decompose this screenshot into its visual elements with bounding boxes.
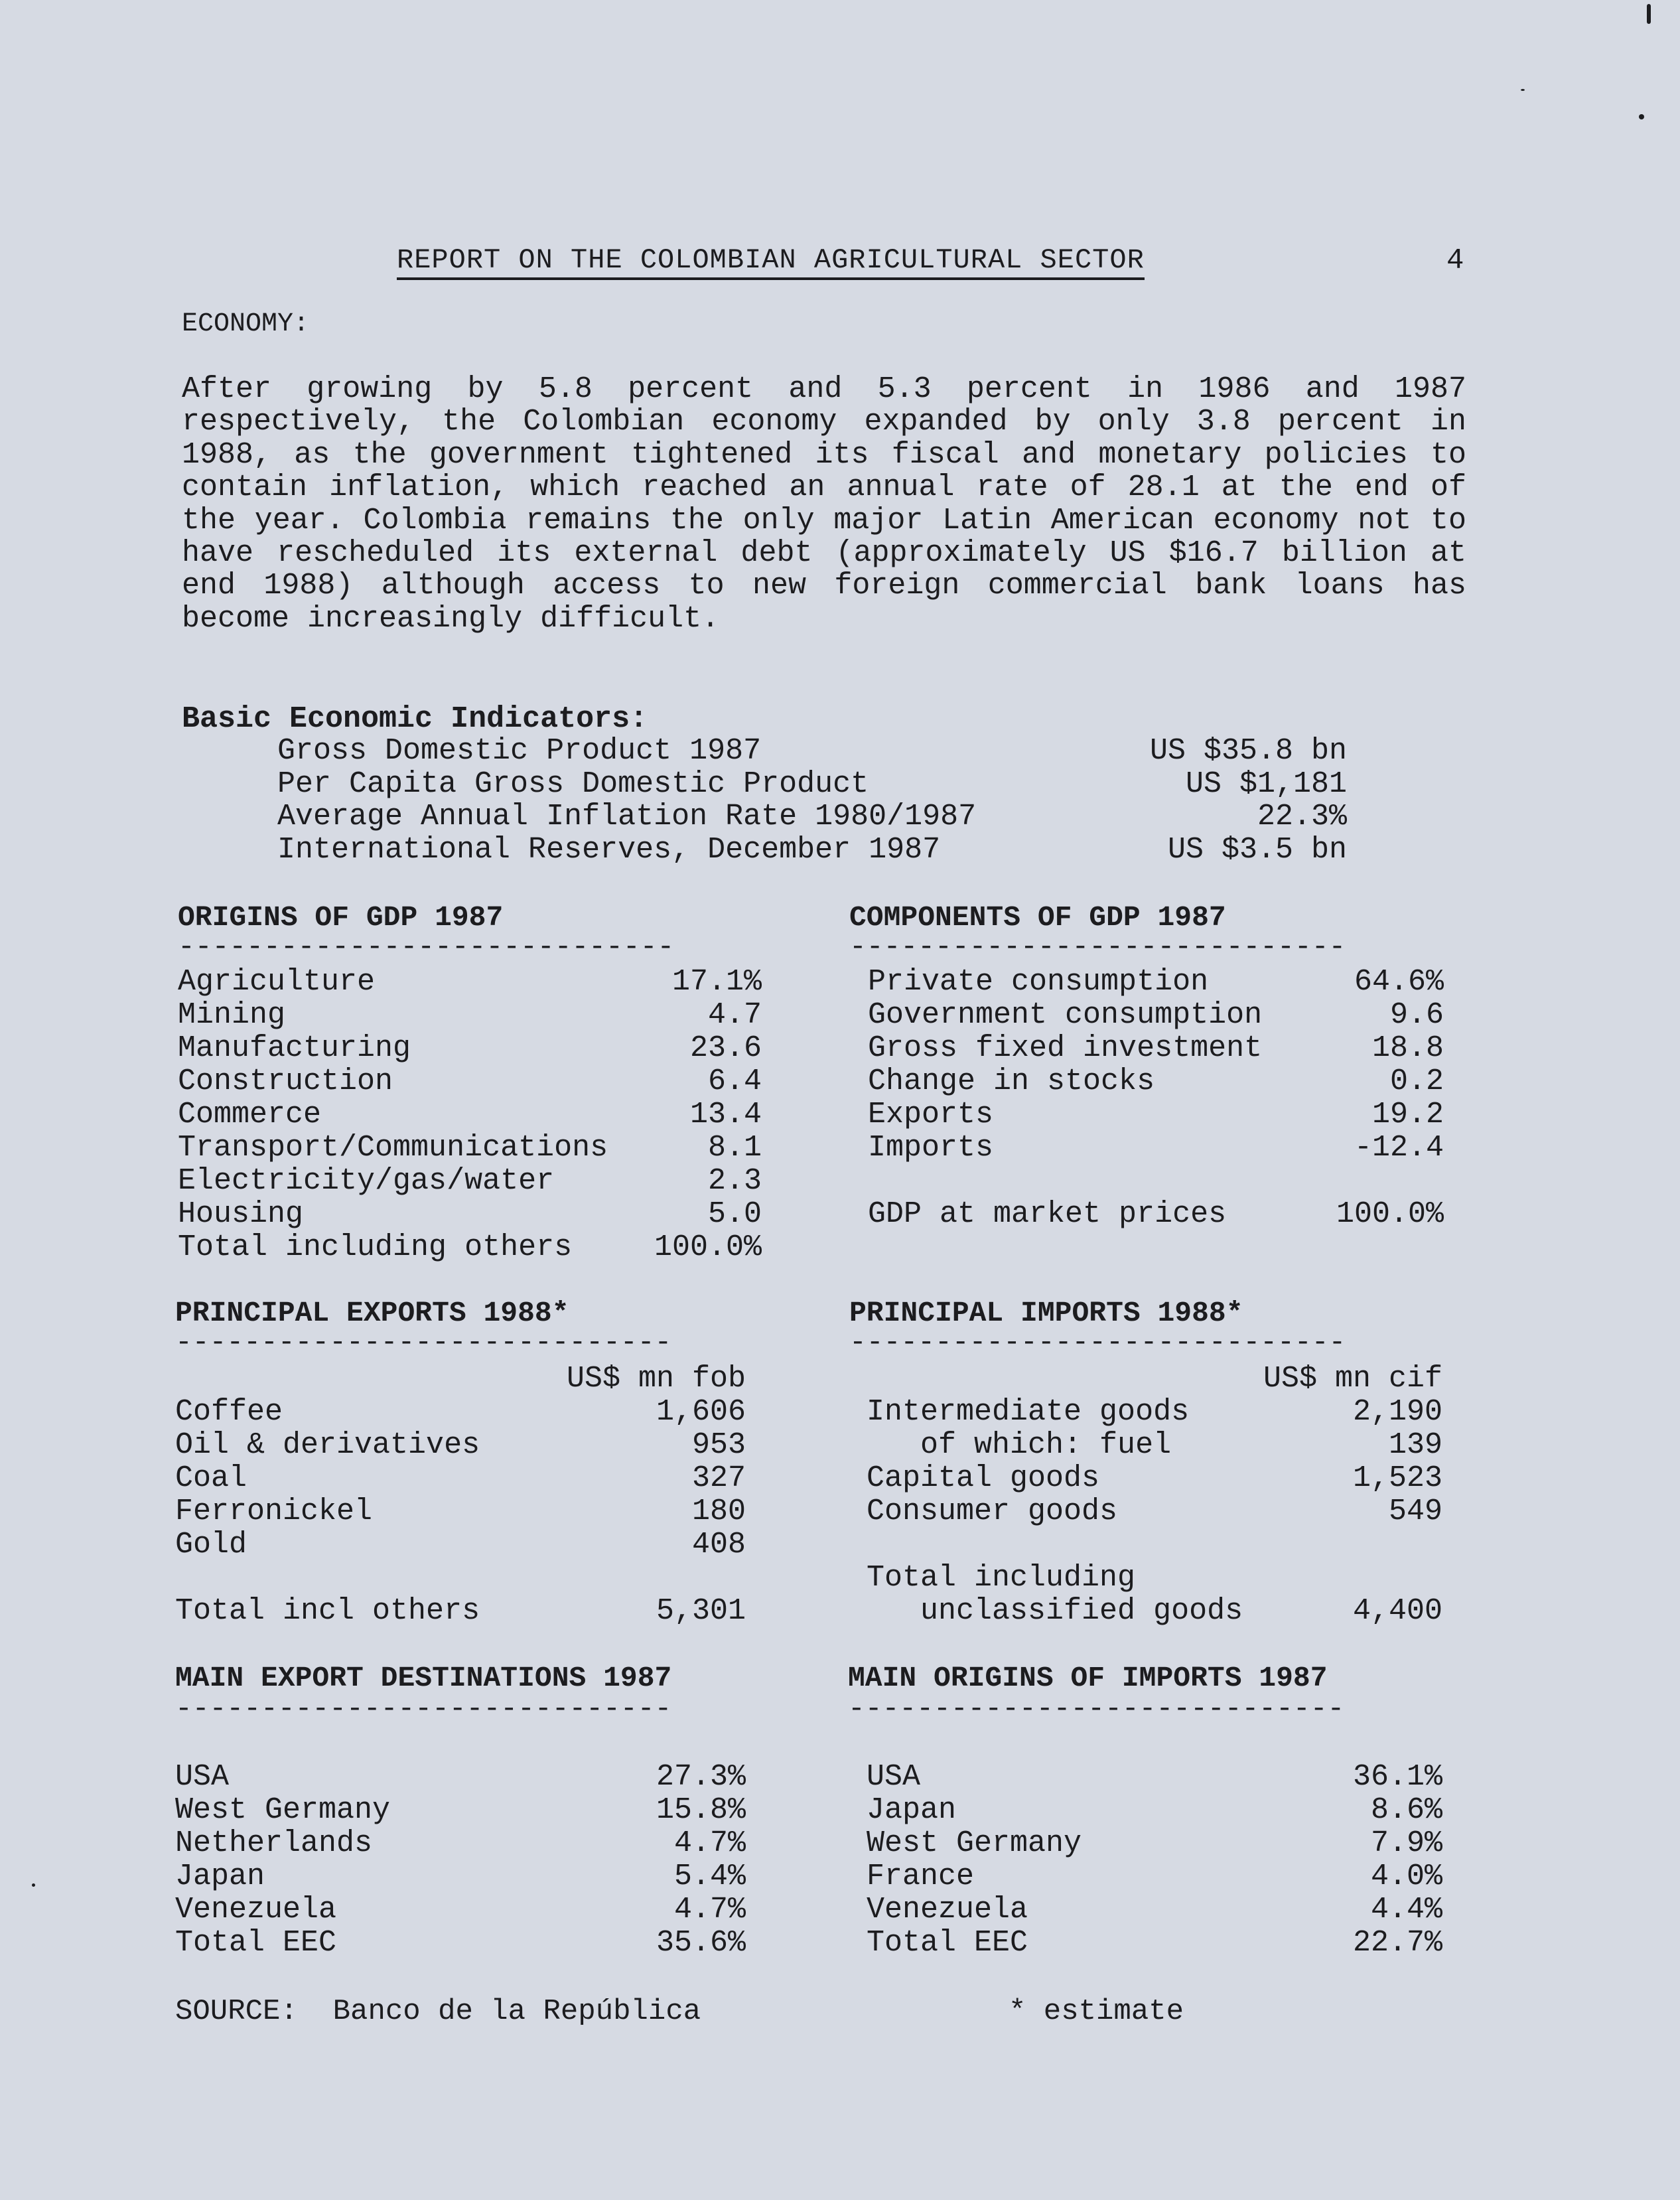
row-label: Manufacturing [178,1031,411,1065]
table-row [867,1495,1442,1528]
row-value: 2,190 [1352,1395,1442,1429]
row-label: Private consumption [868,965,1209,999]
row-label: Exports [868,1098,994,1132]
components-gdp-heading: COMPONENTS OF GDP 1987 [849,901,1226,934]
row-label: Venezuela [175,1893,337,1927]
principal-exports-heading: PRINCIPAL EXPORTS 1988* [175,1297,569,1329]
indicator-row [277,735,1347,768]
row-value: 1,606 [656,1395,746,1429]
unit-row [175,1362,746,1396]
separator-line: ----------------------------- [175,1692,672,1725]
row-value: 4.7% [673,1893,746,1927]
row-value: 100.0% [654,1230,762,1264]
row-value: 408 [691,1528,746,1562]
table-row [175,1495,746,1528]
row-label: Agriculture [178,965,376,999]
row-value: 18.8 [1371,1031,1444,1065]
table-total-row [175,1595,746,1628]
table-total-row [175,1927,746,1960]
table-row [175,1827,746,1860]
table-row [178,1165,762,1198]
row-label: Gold [175,1528,247,1562]
economy-label: ECONOMY: [182,309,310,339]
row-value: 4,400 [1352,1594,1442,1628]
page-number: 4 [1446,244,1464,277]
row-value: 6.4 [707,1064,762,1098]
row-label: West Germany [867,1826,1082,1860]
table-row [178,966,762,999]
table-row [867,1396,1442,1429]
table-row [175,1860,746,1893]
unit-row [867,1362,1442,1396]
row-label: Total EEC [867,1926,1028,1960]
scan-speck [1521,89,1525,91]
table-row [868,1098,1444,1132]
origins-gdp-heading: ORIGINS OF GDP 1987 [178,901,504,934]
table-row [867,1794,1442,1827]
row-value: -12.4 [1354,1131,1444,1165]
row-label: Commerce [178,1098,322,1132]
table-row [178,1065,762,1098]
row-value: 4.7 [707,998,762,1032]
row-label: Ferronickel [175,1495,373,1528]
import-origins-table [867,1761,1442,1960]
table-total-row [867,1927,1442,1960]
row-label: Japan [175,1860,265,1893]
indicator-label: Average Annual Inflation Rate 1980/1987 [277,800,977,834]
economy-paragraph: After growing by 5.8 percent and 5.3 percent in 1986 and 1987 respectively, the Colombian economy expanded by only 3.8 percent in 1988, as the government tightened its fiscal and monetary policies to contain inflation, which reached an annual rate of 28.1 at the end of the year. Colombia remains the only major Latin American economy not to have rescheduled its external debt (approximately US $16.7 billion at end 1988) although access to new foreign commercial bank loans has become increasingly difficult. [182,372,1466,636]
row-label: Coffee [175,1395,283,1429]
row-value: 5.0 [707,1197,762,1231]
row-value: 27.3% [656,1760,746,1794]
row-label: USA [175,1760,230,1794]
components-gdp-table [868,966,1444,1231]
row-label: Total EEC [175,1926,337,1960]
row-label: USA [867,1760,921,1794]
row-value: 139 [1388,1428,1442,1462]
row-label: Intermediate goods [867,1395,1190,1429]
row-value: 22.7% [1352,1926,1442,1960]
table-row [178,1098,762,1132]
row-value: 953 [691,1428,746,1462]
row-label: Total including [867,1561,1136,1595]
table-row [178,1132,762,1165]
table-row [868,999,1444,1032]
import-origins-heading: MAIN ORIGINS OF IMPORTS 1987 [848,1662,1328,1694]
indicator-label: Gross Domestic Product 1987 [277,734,762,768]
row-value: 4.4% [1370,1893,1442,1927]
table-row [178,1198,762,1231]
table-total-row [868,1198,1444,1231]
table-row [868,1065,1444,1098]
row-label: Government consumption [868,998,1263,1032]
table-row [868,966,1444,999]
export-destinations-table [175,1761,746,1960]
row-label: unclassified goods [867,1594,1243,1628]
table-total-row [867,1595,1442,1628]
indicator-value: US $3.5 bn [1167,832,1347,867]
basic-indicators-heading: Basic Economic Indicators: [182,702,648,736]
row-value: 4.7% [673,1826,746,1860]
indicator-label: Per Capita Gross Domestic Product [277,767,869,801]
unit-label: US$ mn cif [1263,1362,1442,1396]
table-row [175,1761,746,1794]
unit-label: US$ mn fob [566,1362,746,1396]
table-row [175,1528,746,1562]
indicator-value: US $1,181 [1185,767,1347,801]
row-label: Oil & derivatives [175,1428,480,1462]
principal-imports-heading: PRINCIPAL IMPORTS 1988* [849,1297,1243,1329]
row-value: 549 [1388,1495,1442,1528]
indicator-row [277,800,1347,834]
row-label: Imports [868,1131,994,1165]
table-row [175,1462,746,1495]
estimate-note: * estimate [1009,1995,1184,2028]
row-value: 2.3 [707,1164,762,1198]
row-label: Total incl others [175,1594,480,1628]
row-label: Electricity/gas/water [178,1164,555,1198]
row-value: 7.9% [1370,1826,1442,1860]
row-label: Venezuela [867,1893,1028,1927]
basic-indicators-list [277,735,1347,866]
table-row [867,1462,1442,1495]
indicator-row [277,834,1347,867]
row-label: Coal [175,1461,247,1495]
row-value: 0.2 [1389,1064,1444,1098]
row-value: 9.6 [1389,998,1444,1032]
table-row [178,1231,762,1264]
table-row [868,1132,1444,1165]
row-value: 1,523 [1352,1461,1442,1495]
row-label: Change in stocks [868,1064,1155,1098]
table-row [175,1794,746,1827]
separator-line: ----------------------------- [848,1692,1345,1725]
row-label: Housing [178,1197,304,1231]
row-label: Consumer goods [867,1495,1118,1528]
row-value: 17.1% [671,965,762,999]
table-row [867,1860,1442,1893]
separator-line: ----------------------------- [175,1326,672,1358]
separator-line: ----------------------------- [849,1326,1346,1358]
row-value: 35.6% [656,1926,746,1960]
report-title: REPORT ON THE COLOMBIAN AGRICULTURAL SECTOR [397,244,1145,280]
row-value: 8.6% [1370,1793,1442,1827]
table-row [867,1827,1442,1860]
row-value: 13.4 [689,1098,762,1132]
principal-exports-table [175,1362,746,1628]
row-label: Mining [178,998,286,1032]
row-label: France [867,1860,975,1893]
row-value: 5.4% [673,1860,746,1893]
separator-line: ----------------------------- [849,930,1346,963]
indicator-value: 22.3% [1257,800,1347,834]
row-label: Japan [867,1793,957,1827]
table-row [867,1893,1442,1927]
row-value: 15.8% [656,1793,746,1827]
row-value: 100.0% [1336,1197,1444,1231]
row-value: 8.1 [707,1131,762,1165]
indicator-label: International Reserves, December 1987 [277,832,941,867]
scan-speck [1639,114,1644,119]
table-total-label-row [867,1562,1442,1595]
row-value: 4.0% [1370,1860,1442,1893]
row-label: Gross fixed investment [868,1031,1263,1065]
row-label: Capital goods [867,1461,1100,1495]
table-row [867,1429,1442,1462]
row-label: Netherlands [175,1826,373,1860]
row-value: 23.6 [689,1031,762,1065]
origins-gdp-table [178,966,762,1264]
table-row [867,1761,1442,1794]
row-value: 327 [691,1461,746,1495]
row-label: Construction [178,1064,393,1098]
indicator-value: US $35.8 bn [1149,734,1347,768]
export-destinations-heading: MAIN EXPORT DESTINATIONS 1987 [175,1662,672,1694]
row-value: 64.6% [1354,965,1444,999]
table-row [175,1429,746,1462]
table-row [175,1396,746,1429]
scan-speck [1647,4,1651,24]
table-row [868,1032,1444,1065]
row-label: Total including others [178,1230,573,1264]
row-label: Transport/Communications [178,1131,608,1165]
separator-line: ----------------------------- [178,930,675,963]
row-value: 19.2 [1371,1098,1444,1132]
row-value: 180 [691,1495,746,1528]
scan-speck [32,1883,35,1887]
principal-imports-table [867,1362,1442,1628]
row-label: of which: fuel [867,1428,1172,1462]
row-label: West Germany [175,1793,391,1827]
row-value: 5,301 [656,1594,746,1628]
row-value: 36.1% [1352,1760,1442,1794]
source-note: SOURCE: Banco de la República [175,1995,701,2028]
table-row [175,1893,746,1927]
indicator-row [277,768,1347,801]
table-row [178,1032,762,1065]
table-row [178,999,762,1032]
row-label: GDP at market prices [868,1197,1227,1231]
